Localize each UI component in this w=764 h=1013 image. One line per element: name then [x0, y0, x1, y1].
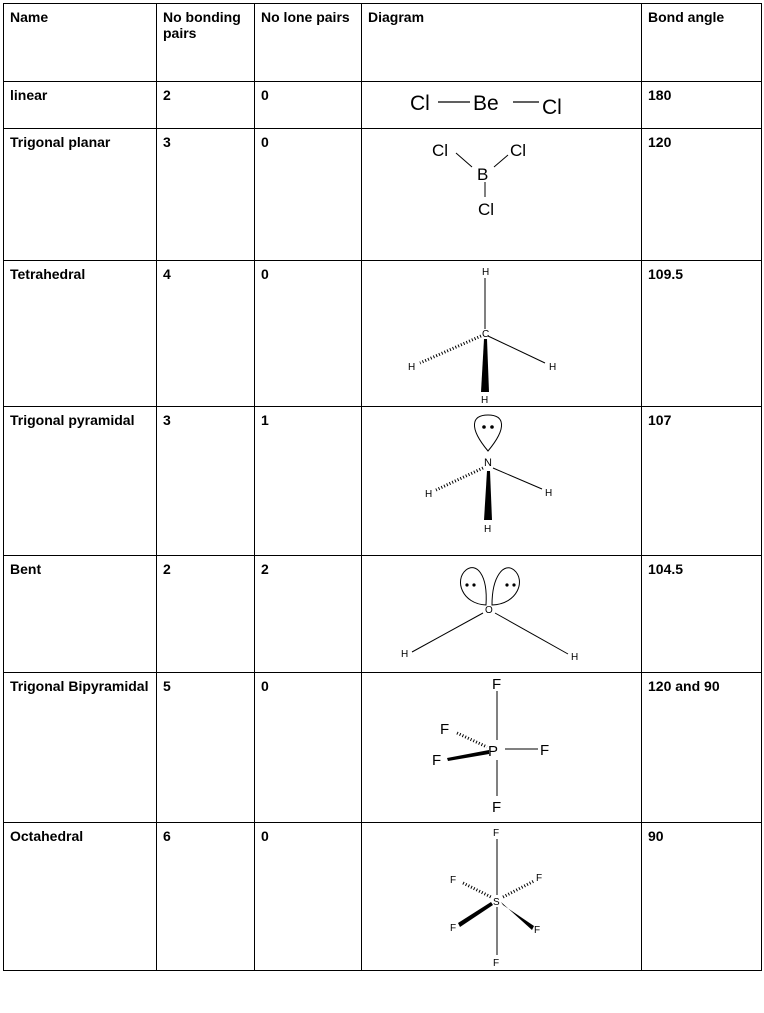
lone-pairs-value: 1	[255, 407, 362, 556]
hashed-bond	[503, 881, 534, 897]
lone-pair-orbital	[474, 415, 501, 451]
table-row-bent	[4, 556, 762, 673]
header-bond-angle: Bond angle	[642, 4, 762, 82]
wedge-bond	[501, 902, 534, 930]
bond-line	[493, 468, 542, 489]
shape-name: Trigonal pyramidal	[4, 407, 157, 556]
atom-label-upper-left: Cl	[432, 141, 449, 160]
bonding-pairs-value: 4	[157, 261, 255, 407]
atom-label-right: H	[545, 488, 553, 499]
atom-label-center: N	[484, 457, 492, 469]
header-row	[4, 4, 762, 82]
bonding-pairs-value: 6	[157, 823, 255, 971]
shape-name: linear	[4, 82, 157, 129]
bond-angle-value: 104.5	[642, 556, 762, 673]
atom-label-bottom: F	[493, 958, 500, 969]
bond-line	[495, 613, 568, 654]
table-row-linear	[4, 82, 762, 129]
wedge-bond	[458, 902, 493, 927]
atom-label-bottom: F	[492, 799, 502, 816]
diagram-trigonal-bipyramidal	[362, 673, 642, 823]
diagram-bent	[362, 556, 642, 673]
hashed-bond	[436, 468, 483, 490]
lone-pairs-value: 0	[255, 261, 362, 407]
atom-label-left: H	[425, 489, 433, 500]
trigonal-pyramidal-molecule-diagram	[362, 407, 642, 555]
hashed-bond	[463, 883, 491, 897]
atom-label-right: H	[549, 362, 557, 373]
bond-line	[412, 613, 483, 652]
lone-pair-electron	[482, 425, 486, 429]
table-row-octahedral	[4, 823, 762, 971]
header-lone-pairs: No lone pairs	[255, 4, 362, 82]
lone-pair-orbital-right	[492, 568, 519, 605]
atom-label-upper-left: F	[440, 721, 450, 738]
table-row-trigonal-pyramidal	[4, 407, 762, 556]
shape-name: Trigonal planar	[4, 129, 157, 261]
shape-name: Tetrahedral	[4, 261, 157, 407]
atom-label-top: H	[482, 267, 490, 278]
bonding-pairs-value: 2	[157, 82, 255, 129]
lone-pairs-value: 2	[255, 556, 362, 673]
atom-label-center: S	[493, 897, 500, 908]
bonding-pairs-value: 5	[157, 673, 255, 823]
bonding-pairs-value: 3	[157, 129, 255, 261]
bent-molecule-diagram	[362, 556, 642, 672]
diagram-trigonal-planar	[362, 129, 642, 261]
atom-label-left: Cl	[410, 92, 430, 115]
bond-angle-value: 107	[642, 407, 762, 556]
shape-name: Bent	[4, 556, 157, 673]
wedge-bond	[481, 339, 489, 392]
diagram-linear	[362, 82, 642, 129]
vsepr-shapes-table	[3, 3, 762, 971]
lone-pairs-value: 0	[255, 823, 362, 971]
atom-label-center: B	[477, 165, 489, 184]
shape-name: Trigonal Bipyramidal	[4, 673, 157, 823]
table-row-trigonal-planar	[4, 129, 762, 261]
atom-label-right: H	[571, 652, 579, 663]
atom-label-bottom: Cl	[478, 200, 495, 219]
bonding-pairs-value: 3	[157, 407, 255, 556]
lone-pair-electron	[505, 583, 508, 586]
diagram-octahedral	[362, 823, 642, 971]
bond-angle-value: 109.5	[642, 261, 762, 407]
atom-label-lower-left: F	[450, 923, 457, 934]
lone-pair-electron	[465, 583, 468, 586]
trigonal-bipyramidal-molecule-diagram	[362, 673, 642, 822]
atom-label-center: O	[485, 605, 493, 616]
hashed-bond	[420, 336, 481, 363]
atom-label-left: H	[408, 362, 416, 373]
hashed-bond	[457, 733, 487, 747]
lone-pairs-value: 0	[255, 129, 362, 261]
table-row-trigonal-bipyramidal	[4, 673, 762, 823]
bond-angle-value: 180	[642, 82, 762, 129]
diagram-trigonal-pyramidal	[362, 407, 642, 556]
header-diagram: Diagram	[362, 4, 642, 82]
atom-label-center: P	[488, 743, 499, 760]
lone-pair-electron	[472, 583, 475, 586]
lone-pairs-value: 0	[255, 673, 362, 823]
wedge-bond	[484, 471, 492, 520]
diagram-tetrahedral	[362, 261, 642, 407]
bond-angle-value: 90	[642, 823, 762, 971]
bond-line	[494, 155, 508, 167]
bond-line	[488, 336, 545, 363]
atom-label-lower-right: F	[534, 925, 541, 936]
atom-label-top: F	[492, 676, 502, 693]
table-row-tetrahedral	[4, 261, 762, 407]
atom-label-upper-left: F	[450, 875, 457, 886]
atom-label-upper-right: F	[536, 873, 543, 884]
bond-line	[456, 153, 472, 167]
header-bonding-pairs: No bonding pairs	[157, 4, 255, 82]
trigonal-planar-molecule-diagram	[362, 129, 642, 260]
bond-angle-value: 120 and 90	[642, 673, 762, 823]
shape-name: Octahedral	[4, 823, 157, 971]
octahedral-molecule-diagram	[362, 823, 642, 970]
atom-label-center: C	[482, 329, 490, 340]
atom-label-bottom: H	[481, 395, 489, 406]
atom-label-left: H	[401, 649, 409, 660]
linear-molecule-diagram	[362, 82, 642, 128]
wedge-bond	[447, 750, 489, 761]
atom-label-bottom: H	[484, 524, 492, 535]
bonding-pairs-value: 2	[157, 556, 255, 673]
header-name: Name	[4, 4, 157, 82]
atom-label-left: F	[432, 752, 442, 769]
lone-pair-electron	[490, 425, 494, 429]
atom-label-top: F	[493, 828, 500, 839]
atom-label-right: F	[540, 742, 550, 759]
lone-pairs-value: 0	[255, 82, 362, 129]
atom-label-right: Cl	[542, 96, 562, 119]
tetrahedral-molecule-diagram	[362, 261, 642, 406]
atom-label-upper-right: Cl	[510, 141, 527, 160]
vsepr-table-sheet	[3, 3, 762, 971]
lone-pair-electron	[512, 583, 515, 586]
atom-label-center: Be	[473, 92, 499, 115]
bond-angle-value: 120	[642, 129, 762, 261]
